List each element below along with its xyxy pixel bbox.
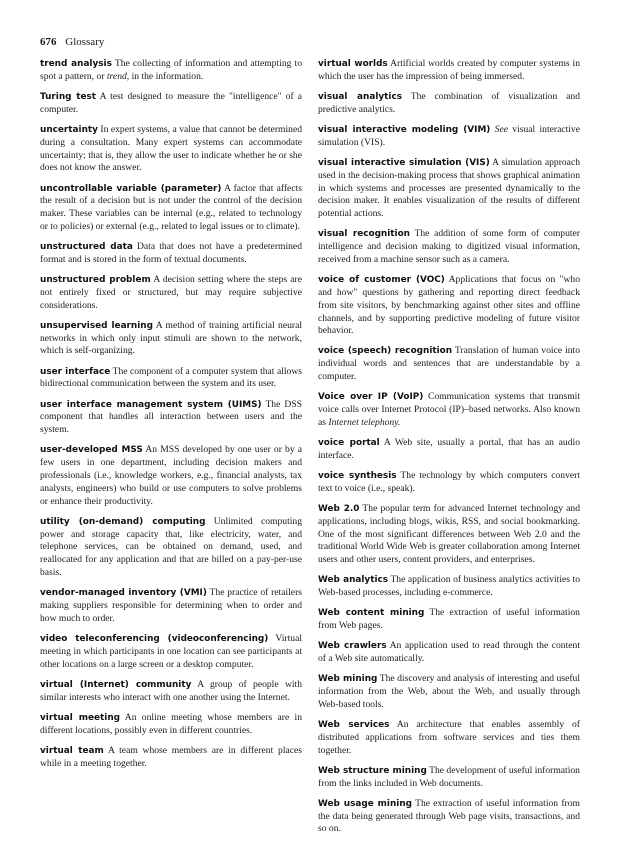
glossary-definition: An MSS developed by one user or by a few users in one department, including decision makers and professionals (i.e., knowledge workers, e.g., financial analysts, tax analysts, engineers) who build or use computers to solve problems or enhance their productivity.	[40, 444, 303, 507]
glossary-right-column	[318, 58, 580, 844]
glossary-term: visual interactive modeling (VIM)	[318, 124, 491, 135]
glossary-entry	[318, 91, 580, 117]
glossary-entry	[318, 157, 580, 221]
glossary-definition: Virtual meeting in which participants in one location can see participants at other locations on a large screen or a desktop computer.	[40, 632, 302, 670]
glossary-definition-italic: trend,	[106, 70, 130, 82]
glossary-entry	[318, 470, 580, 496]
glossary-term: visual analytics	[318, 91, 402, 102]
glossary-definition: The component of a computer system that allows bidirectional communication between the system and its user.	[40, 365, 302, 390]
glossary-definition: A group of people with similar interests who interact with one another using the Internet.	[40, 678, 302, 703]
glossary-entry	[40, 745, 302, 771]
section-title: Glossary	[65, 36, 105, 48]
glossary-entry	[318, 673, 580, 711]
glossary-definition: Applications that focus on "who and how" questions by gathering and reporting direct feedback from site visitors, by benchmarking against other sites and offline channels, and by supporting predictive modeling of future visitor behavior.	[318, 274, 580, 337]
glossary-term: voice of customer (VOC)	[318, 275, 445, 286]
glossary-definition: An application used to read through the content of a Web site automatically.	[318, 640, 580, 665]
glossary-definition: Translation of human voice into individual words and sentences that are understandable by a computer.	[318, 345, 580, 383]
glossary-term: virtual meeting	[40, 712, 121, 723]
glossary-term: visual recognition	[318, 229, 410, 240]
glossary-term: voice portal	[318, 438, 380, 449]
glossary-definition: The collecting of information and attempting to spot a pattern, or	[40, 58, 303, 82]
glossary-entry	[40, 320, 302, 358]
glossary-entry	[40, 91, 302, 117]
glossary-entry	[40, 633, 302, 671]
glossary-entry	[40, 274, 302, 312]
glossary-definition: An architecture that enables assembly of distributed applications from software services and ties them together.	[318, 719, 580, 756]
glossary-left-column	[40, 58, 302, 778]
glossary-definition-italic: Internet telephony.	[328, 416, 401, 428]
glossary-entry	[318, 719, 580, 757]
glossary-definition: Communication systems that transmit voice calls over Internet Protocol (IP)–based networks. Also known as	[318, 391, 580, 428]
glossary-definition: The extraction of useful information from the data being generated through Web page visits, transactions, and so on.	[318, 797, 580, 835]
glossary-entry	[318, 345, 580, 383]
glossary-term: unstructured problem	[40, 275, 151, 286]
glossary-term: Web crawlers	[318, 641, 387, 652]
glossary-term: Web services	[318, 720, 390, 731]
glossary-definition: visual interactive simulation (VIS).	[318, 123, 580, 148]
glossary-entry	[40, 366, 302, 392]
glossary-entry	[40, 516, 302, 580]
glossary-entry	[318, 274, 580, 338]
glossary-entry	[318, 574, 580, 600]
glossary-term: Web 2.0	[318, 504, 360, 515]
glossary-definition: The addition of some form of computer intelligence and decision making to digitized visual information, received from a machine sensor such as a camera.	[318, 228, 580, 265]
glossary-definition: A team whose members are in different places while in a meeting together.	[40, 744, 302, 769]
glossary-entry	[318, 124, 580, 150]
glossary-entry	[318, 228, 580, 266]
page-header	[40, 36, 104, 48]
glossary-term: virtual team	[40, 745, 104, 756]
glossary-definition: Unlimited computing power and storage capacity that, like electricity, water, and telephone services, can be obtained on demand, used, and reallocated for any application and that are billed on a pay-per-use basis.	[40, 515, 302, 578]
glossary-term: voice synthesis	[318, 471, 397, 482]
page-number: 676	[40, 36, 57, 48]
glossary-definition: A factor that affects the result of a decision but is not under the control of the decision maker. These variables can be internal (e.g., related to technology or to policies) or external (e.g., related to legal issues or to climate).	[40, 182, 302, 232]
glossary-definition: The DSS component that handles all interaction between users and the system.	[40, 398, 303, 436]
glossary-definition: A decision setting where the steps are not entirely fixed or structured, but may require subjective considerations.	[40, 274, 302, 311]
glossary-entry	[40, 712, 302, 738]
glossary-definition-tail: in the information.	[131, 70, 204, 82]
glossary-term: video teleconferencing (videoconferencing)	[40, 633, 269, 644]
glossary-definition: The combination of visualization and predictive analytics.	[318, 90, 580, 115]
glossary-entry	[40, 399, 302, 437]
glossary-definition: The discovery and analysis of interesting and useful information from the Web, about the Web, and usually through Web-based tools.	[318, 673, 580, 710]
glossary-entry	[318, 607, 580, 633]
glossary-term: virtual worlds	[318, 59, 388, 69]
glossary-term: Web content mining	[318, 608, 425, 619]
glossary-entry	[40, 444, 302, 508]
glossary-term: Web usage mining	[318, 798, 413, 809]
glossary-entry	[40, 587, 302, 625]
glossary-definition: A method of training artificial neural networks in which only input stimuli are shown to the network, which is self-organizing.	[40, 319, 302, 357]
glossary-term: Turing test	[40, 91, 97, 102]
glossary-entry	[40, 58, 302, 84]
glossary-term: user interface management system (UIMS)	[40, 399, 262, 410]
glossary-entry	[318, 58, 580, 84]
glossary-entry	[40, 679, 302, 705]
glossary-entry	[318, 640, 580, 666]
glossary-definition: The practice of retailers making suppliers responsible for determining when to order and how much to order.	[40, 587, 302, 624]
glossary-entry	[318, 437, 580, 463]
glossary-definition: In expert systems, a value that cannot be determined during a consultation. Many expert systems can accommodate uncertainty; that is, they allow the user to indicate whether he or she does not know the answer.	[40, 123, 302, 174]
glossary-term: trend analysis	[40, 59, 112, 69]
glossary-definition: The extraction of useful information from Web pages.	[318, 607, 580, 632]
glossary-term: visual interactive simulation (VIS)	[318, 157, 490, 168]
glossary-entry	[318, 765, 580, 791]
glossary-definition: An online meeting whose members are in different locations, possibly even in different countries.	[40, 711, 302, 736]
glossary-entry	[318, 503, 580, 567]
glossary-entry	[318, 391, 580, 429]
glossary-entry	[40, 183, 302, 234]
glossary-term: Web analytics	[318, 575, 389, 586]
glossary-definition: The application of business analytics activities to Web-based processes, including e-commerce.	[318, 574, 580, 599]
glossary-term: utility (on-demand) computing	[40, 516, 206, 527]
glossary-entry	[40, 124, 302, 175]
glossary-definition: A simulation approach used in the decision-making process that shows graphical animation in which systems and processes are presented dynamically to the decision maker. It enables visualization of the results of different potential actions.	[318, 156, 580, 220]
glossary-term: Voice over IP (VoIP)	[318, 392, 424, 403]
glossary-entry	[40, 241, 302, 267]
glossary-term: uncontrollable variable (parameter)	[40, 183, 222, 194]
glossary-definition: A test designed to measure the "intelligence" of a computer.	[40, 90, 302, 115]
glossary-term: virtual (Internet) community	[40, 679, 192, 690]
glossary-definition: Artificial worlds created by computer systems in which the user has the impression of being immersed.	[318, 58, 580, 82]
glossary-term: unstructured data	[40, 242, 133, 253]
glossary-term: voice (speech) recognition	[318, 346, 453, 357]
glossary-see-label: See	[494, 123, 508, 135]
glossary-term: unsupervised learning	[40, 320, 153, 331]
glossary-definition: The popular term for advanced Internet technology and applications, including blogs, wikis, RSS, and social bookmarking. One of the most significant differences between Web 2.0 and the traditional World Wide Web is greater collaboration among Internet users and other users, content providers, and enterprises.	[318, 503, 580, 566]
glossary-definition: The development of useful information from the links included in Web documents.	[318, 764, 580, 789]
glossary-definition: Data that does not have a predetermined format and is stored in the form of textual documents.	[40, 241, 302, 265]
glossary-term: user interface	[40, 366, 111, 377]
glossary-term: uncertainty	[40, 124, 98, 135]
glossary-term: Web structure mining	[318, 765, 427, 776]
glossary-definition: The technology by which computers convert text to voice (i.e., speak).	[318, 470, 580, 494]
glossary-entry	[318, 798, 580, 836]
glossary-definition: A Web site, usually a portal, that has an audio interface.	[318, 437, 580, 461]
glossary-term: vendor-managed inventory (VMI)	[40, 588, 207, 599]
glossary-term: Web mining	[318, 674, 378, 685]
glossary-term: user-developed MSS	[40, 445, 143, 456]
